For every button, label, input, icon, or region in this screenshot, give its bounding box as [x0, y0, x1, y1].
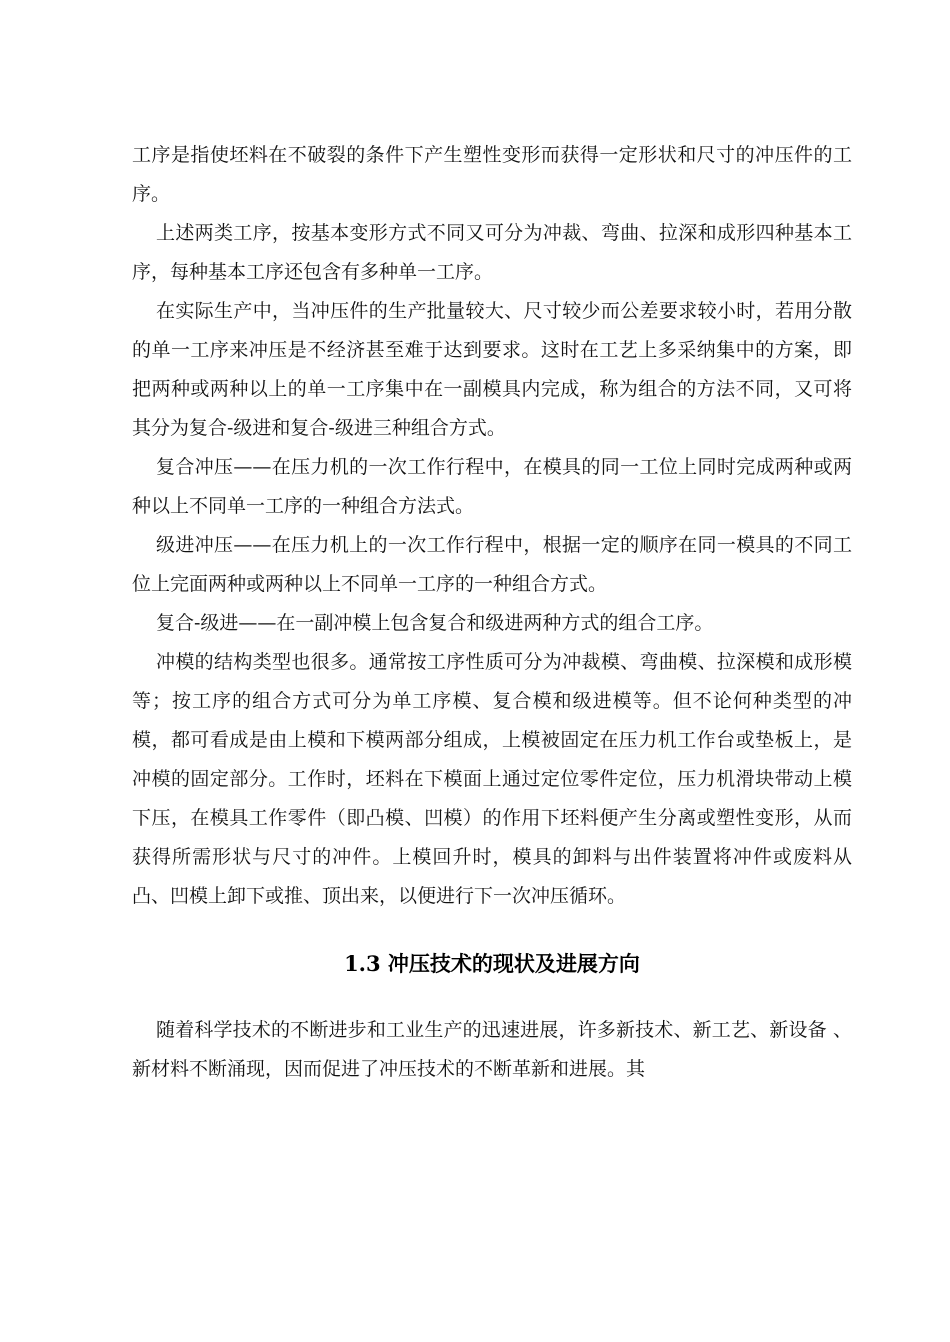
paragraph-progressive-stamping: 级进冲压——在压力机上的一次工作行程中，根据一定的顺序在同一模具的不同工位上完面两种或两种以上不同单一工序的一种组合方式。	[132, 534, 852, 595]
paragraph-basic-processes: 上述两类工序，按基本变形方式不同又可分为冲裁、弯曲、拉深和成形四种基本工序，每种基本工序还包含有多种单一工序。	[132, 222, 852, 283]
paragraph-technology-progress: 随着科学技术的不断进步和工业生产的迅速进展，许多新技术、新工艺、新设备 、新材料不断涌现，因而促进了冲压技术的不断革新和进展。其	[132, 1019, 852, 1080]
section-heading: 1.3 冲压技术的现状及进展方向	[344, 951, 640, 976]
paragraph-process-definition-continued: 工序是指使坯料在不破裂的条件下产生塑性变形而获得一定形状和尺寸的冲压件的工序。	[132, 144, 852, 205]
paragraph-die-structure-types: 冲模的结构类型也很多。通常按工序性质可分为冲裁模、弯曲模、拉深模和成形模等；按工序的组合方式可分为单工序模、复合模和级进模等。但不论何种类型的冲模，都可看成是由上模和下模两部分组成，上模被固定在压力机工作台或垫板上，是冲模的固定部分。工作时，坯料在下模面上通过定位零件定位，压力机滑块带动上模下压，在模具工作零件（即凸模、凹模）的作用下坯料便产生分离或塑性变形，从而获得所需形状与尺寸的冲件。上模回升时，模具的卸料与出件装置将冲件或废料从凸、凹模上卸下或推、顶出来，以便进行下一次冲压循环。	[132, 651, 852, 907]
paragraph-combined-processes: 在实际生产中，当冲压件的生产批量较大、尺寸较少而公差要求较小时，若用分散的单一工序来冲压是不经济甚至难于达到要求。这时在工艺上多采纳集中的方案，即把两种或两种以上的单一工序集中在一副模具内完成，称为组合的方法不同，又可将其分为复合-级进和复合-级进三种组合方式。	[132, 300, 852, 439]
paragraph-compound-stamping: 复合冲压——在压力机的一次工作行程中，在模具的同一工位上同时完成两种或两种以上不同单一工序的一种组合方法式。	[132, 456, 852, 517]
document-body	[132, 136, 852, 1089]
paragraph-compound-progressive: 复合-级进——在一副冲模上包含复合和级进两种方式的组合工序。	[156, 612, 714, 634]
